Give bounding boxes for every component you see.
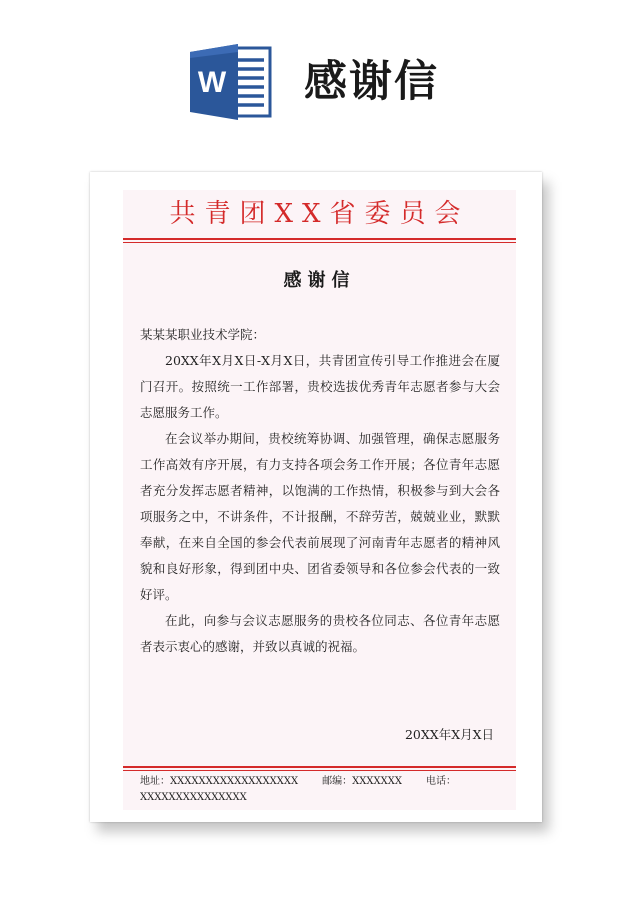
- word-icon: [188, 42, 274, 122]
- footer-postcode: 邮编：XXXXXXX: [322, 776, 402, 787]
- letter-paragraph-1: 20XX年X月X日-X月X日，共青团宣传引导工作推进会在厦门召开。按照统一工作部署，贵校选拔优秀青年志愿者参与大会志愿服务工作。: [140, 353, 500, 420]
- letter-page: [123, 190, 516, 810]
- footer-phone: 电话：XXXXXXXXXXXXXXX: [140, 776, 456, 803]
- header-title: 感谢信: [304, 57, 439, 107]
- page-header: [0, 0, 640, 150]
- footer-address: 地址：XXXXXXXXXXXXXXXXXX: [140, 776, 299, 787]
- letterhead-divider: [123, 238, 516, 240]
- footer-divider: [123, 766, 516, 768]
- word-icon-letter: W: [197, 66, 227, 99]
- letter-title: 感谢信: [283, 270, 356, 291]
- letter-paragraph-2: 在会议举办期间，贵校统筹协调、加强管理，确保志愿服务工作高效有序开展，有力支持各项会务工作开展；各位青年志愿者充分发挥志愿者精神，以饱满的工作热情，积极参与到大会各项服务之中，不讲条件，不计报酬，不辞劳苦，兢兢业业，默默奉献，在来自全国的参会代表前展现了河南青年志愿者的精神风貌和良好形象，得到团中央、团省委领导和各位参会代表的一致好评。: [140, 431, 500, 602]
- letter-body: [140, 322, 500, 660]
- letter-footer: [140, 774, 510, 806]
- letterhead-divider-thin: [123, 242, 516, 243]
- letterhead-org-name: 共青团XX省委员会: [169, 199, 470, 229]
- letter-salutation: 某某某职业技术学院：: [140, 327, 266, 342]
- footer-divider-thin: [123, 770, 516, 771]
- letter-date: 20XX年X月X日: [404, 727, 494, 742]
- letter-paragraph-3: 在此，向参与会议志愿服务的贵校各位同志、各位青年志愿者表示衷心的感谢，并致以真诚的祝福。: [140, 613, 500, 654]
